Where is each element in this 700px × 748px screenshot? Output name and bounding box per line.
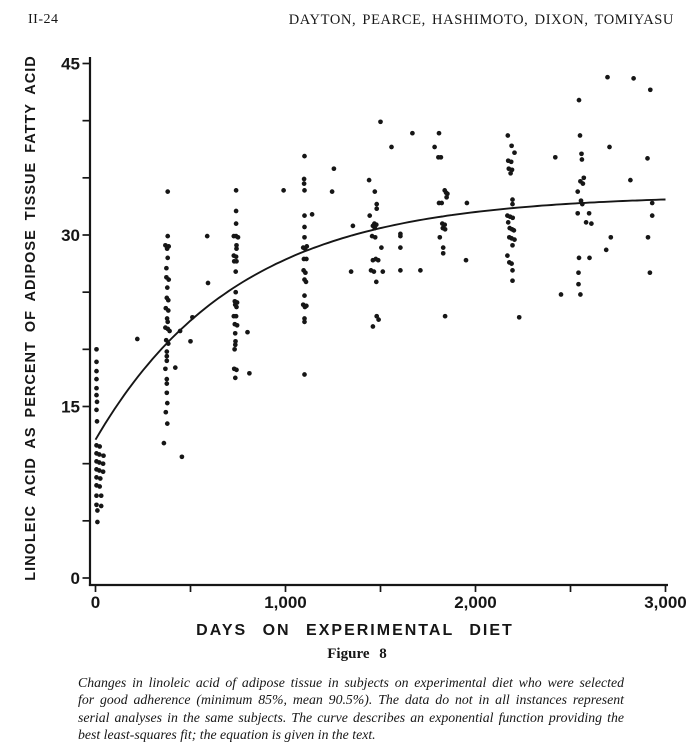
data-point (376, 317, 381, 322)
y-tick-label: 45 (61, 54, 80, 74)
data-point (441, 245, 446, 250)
data-point (164, 349, 169, 354)
data-point (166, 298, 171, 303)
data-point (607, 145, 612, 150)
data-point (398, 245, 403, 250)
data-point (304, 257, 309, 262)
page-number: II-24 (28, 12, 59, 27)
data-point (165, 189, 170, 194)
data-point (578, 133, 583, 138)
tick-labels (61, 55, 687, 613)
data-point (95, 400, 100, 405)
data-point (577, 98, 582, 103)
data-point (234, 221, 239, 226)
data-point (94, 408, 99, 413)
data-point (281, 188, 286, 193)
data-point (190, 315, 195, 320)
data-point (379, 245, 384, 250)
data-point (443, 314, 448, 319)
data-point (372, 189, 377, 194)
data-point (380, 269, 385, 274)
data-point (233, 342, 238, 347)
figure-caption (78, 674, 624, 744)
data-point (165, 246, 170, 251)
data-point (645, 156, 650, 161)
y-tick-label: 15 (61, 397, 80, 417)
data-point (332, 166, 337, 171)
data-point (372, 226, 377, 231)
data-point (302, 181, 307, 186)
data-point (302, 293, 307, 298)
data-point (164, 358, 169, 363)
data-point (233, 290, 238, 295)
data-point (444, 195, 449, 200)
data-point (579, 151, 584, 156)
data-point (98, 476, 103, 481)
data-point (302, 225, 307, 230)
data-point (398, 268, 403, 273)
data-point (94, 347, 99, 352)
data-point (166, 277, 171, 282)
data-point (608, 235, 613, 240)
x-tick-label: 1,000 (264, 593, 307, 612)
data-point (234, 188, 239, 193)
data-point (510, 197, 515, 202)
figure-label: Figure 8 (327, 646, 387, 662)
data-point (432, 145, 437, 150)
data-point (164, 377, 169, 382)
data-point (559, 292, 564, 297)
data-point (236, 235, 241, 240)
data-point (576, 270, 581, 275)
data-point (650, 201, 655, 206)
data-point (517, 315, 522, 320)
data-point (302, 154, 307, 159)
data-point (367, 213, 372, 218)
data-point (164, 266, 169, 271)
data-point (631, 76, 636, 81)
data-point (374, 280, 379, 285)
data-point (628, 178, 633, 183)
data-point (367, 178, 372, 183)
data-point (302, 372, 307, 377)
data-point (441, 251, 446, 256)
data-point (234, 259, 239, 264)
data-point (304, 244, 309, 249)
data-point (373, 235, 378, 240)
data-point (578, 292, 583, 297)
data-point (304, 280, 309, 285)
y-tick-label: 0 (70, 569, 80, 588)
data-point (163, 366, 168, 371)
x-tick-label: 3,000 (644, 593, 687, 612)
data-point (330, 189, 335, 194)
data-point (99, 504, 104, 509)
data-point (165, 320, 170, 325)
data-point (165, 421, 170, 426)
data-point (398, 234, 403, 239)
data-point (94, 377, 99, 382)
data-point (418, 268, 423, 273)
data-point (165, 256, 170, 261)
data-point (97, 452, 102, 457)
data-point (234, 305, 239, 310)
data-point (303, 270, 308, 275)
data-point (374, 206, 379, 211)
data-point (97, 444, 102, 449)
data-point (304, 304, 309, 309)
data-point (510, 202, 515, 207)
data-point (95, 508, 100, 513)
data-point (162, 441, 167, 446)
data-point (371, 324, 376, 329)
caption-line: serial analyses in the same subjects. The curve describes an exponential function providing the (78, 709, 624, 725)
data-point (99, 493, 104, 498)
data-point (648, 270, 653, 275)
data-point (464, 258, 469, 263)
data-point (166, 341, 171, 346)
data-point (374, 202, 379, 207)
caption-line: for good adherence (minimum 85%, mean 90.5%). The data do not in all instances represent (78, 692, 624, 708)
data-point (351, 224, 356, 229)
data-point (372, 269, 377, 274)
data-point (97, 484, 102, 489)
data-point (94, 360, 99, 365)
caption-line: best least-squares fit; the equation is given in the text. (78, 727, 376, 743)
data-point (646, 235, 651, 240)
data-point (650, 213, 655, 218)
data-point (577, 256, 582, 261)
data-point (587, 256, 592, 261)
data-point (95, 419, 100, 424)
data-point (506, 220, 511, 225)
data-point (164, 390, 169, 395)
data-point (234, 209, 239, 214)
x-tick-label: 0 (90, 593, 101, 612)
data-point (233, 376, 238, 381)
data-point (581, 175, 586, 180)
y-axis-title: LINOLEIC ACID AS PERCENT OF ADIPOSE TISSUE FATTY ACID (23, 55, 39, 581)
data-point (575, 211, 580, 216)
data-point (94, 386, 99, 391)
data-point (165, 234, 170, 239)
data-point (437, 131, 442, 136)
y-tick-label: 30 (61, 226, 80, 245)
data-point (575, 189, 580, 194)
data-point (302, 320, 307, 325)
data-point (439, 201, 444, 206)
data-point (510, 268, 515, 273)
data-point (188, 339, 193, 344)
data-point (505, 133, 510, 138)
data-point (510, 215, 515, 220)
data-point (410, 131, 415, 136)
data-point (510, 243, 515, 248)
data-point (437, 235, 442, 240)
data-point (581, 181, 586, 186)
data-points (94, 75, 654, 525)
data-point (376, 258, 381, 263)
data-point (389, 145, 394, 150)
running-head: DAYTON, PEARCE, HASHIMOTO, DIXON, TOMIYASU (288, 12, 674, 28)
x-tick-label: 2,000 (454, 593, 497, 612)
data-point (180, 454, 185, 459)
data-point (94, 493, 99, 498)
data-point (576, 282, 581, 287)
data-point (234, 314, 239, 319)
data-point (378, 119, 383, 124)
caption-line: Changes in linoleic acid of adipose tissue in subjects on experimental diet who were selected (78, 675, 624, 690)
data-point (584, 220, 589, 225)
data-point (164, 381, 169, 386)
data-point (508, 171, 513, 176)
data-point (166, 308, 171, 313)
data-point (580, 157, 585, 162)
data-point (509, 159, 514, 164)
data-point (165, 401, 170, 406)
data-point (302, 235, 307, 240)
data-point (302, 177, 307, 182)
data-point (302, 188, 307, 193)
data-point (232, 347, 237, 352)
data-point (587, 211, 592, 216)
data-point (94, 502, 99, 507)
data-point (510, 278, 515, 283)
data-point (101, 453, 106, 458)
data-point (371, 258, 376, 263)
data-point (234, 254, 239, 259)
data-point (512, 228, 517, 233)
data-point (589, 221, 594, 226)
data-point (101, 461, 106, 466)
data-point (509, 143, 514, 148)
data-point (101, 469, 106, 474)
data-point (233, 331, 238, 336)
data-point (234, 368, 239, 373)
data-point (505, 253, 510, 258)
data-point (135, 337, 140, 342)
data-point (165, 285, 170, 290)
x-axis-title: DAYS ON EXPERIMENTAL DIET (196, 622, 514, 639)
data-point (234, 246, 239, 251)
data-point (178, 329, 183, 334)
data-point (509, 261, 514, 266)
data-point (512, 237, 517, 242)
data-point (245, 330, 250, 335)
data-point (553, 155, 558, 160)
data-point (605, 75, 610, 80)
data-point (173, 365, 178, 370)
data-point (94, 369, 99, 374)
data-point (235, 323, 240, 328)
data-point (604, 248, 609, 253)
data-point (648, 87, 653, 92)
data-point (247, 371, 252, 376)
data-point (164, 354, 169, 359)
data-point (580, 202, 585, 207)
data-point (302, 213, 307, 218)
data-point (349, 269, 354, 274)
data-point (439, 155, 444, 160)
data-point (95, 520, 100, 525)
data-point (443, 227, 448, 232)
data-point (206, 281, 211, 286)
data-point (512, 150, 517, 155)
data-point (233, 269, 238, 274)
data-point (205, 234, 210, 239)
data-point (465, 201, 470, 206)
data-point (163, 410, 168, 415)
data-point (167, 329, 172, 334)
data-point (310, 212, 315, 217)
data-point (94, 393, 99, 398)
